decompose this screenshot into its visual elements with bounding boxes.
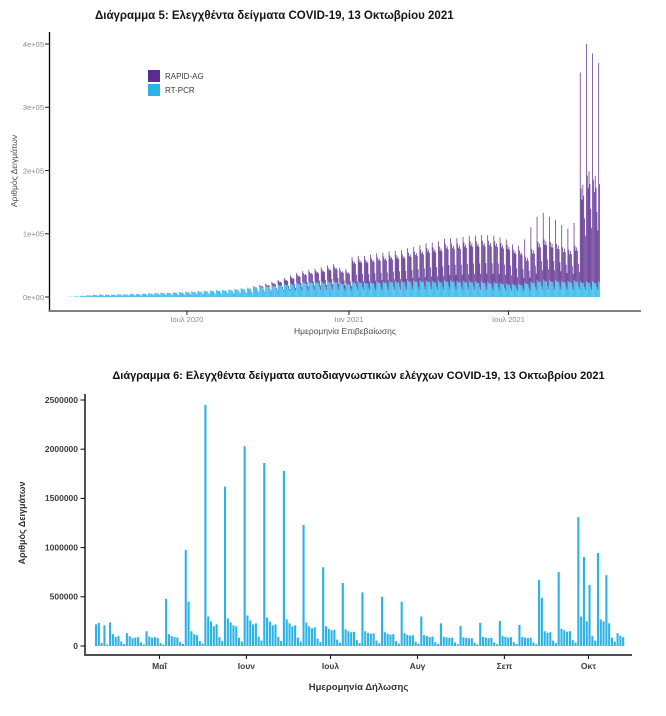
chart5-x-axis-title: Ημερομηνία Επιβεβαίωσης	[294, 326, 396, 336]
legend-label-rt-pcr: RT-PCR	[165, 85, 195, 95]
y-tick-label: 2500000	[44, 394, 78, 405]
x-tick-label: Οκτ	[580, 661, 597, 671]
x-tick-label: Ιαν 2021	[334, 315, 364, 324]
chart6-plot	[0, 350, 666, 716]
x-tick-label: Αυγ	[409, 661, 426, 671]
x-tick-label: Ιουλ 2020	[170, 315, 204, 324]
y-tick-label: 2000000	[44, 444, 78, 454]
y-tick-label: 0	[73, 640, 78, 651]
y-tick-label: 1000000	[44, 542, 78, 553]
y-tick-label: 1500000	[44, 493, 78, 504]
legend-swatch-rt-pcr	[148, 84, 160, 96]
y-tick-label: 500000	[49, 591, 78, 602]
x-tick-label: Ιουλ	[321, 661, 340, 671]
x-tick-label: Μαΐ	[152, 661, 167, 671]
chart5-legend	[148, 69, 204, 97]
x-tick-label: Ιουν	[237, 661, 256, 671]
y-tick-label: 3e+05	[22, 103, 44, 112]
y-tick-label: 4e+05	[22, 39, 44, 49]
chart6-x-axis-title: Ημερομηνία Δήλωσης	[308, 682, 409, 693]
x-tick-label: Σεπ	[496, 661, 513, 671]
legend-item-rt-pcr	[148, 83, 204, 97]
y-tick-label: 0e+00	[22, 292, 44, 302]
y-tick-label: 2e+05	[22, 166, 44, 176]
x-tick-label: Ιουλ 2021	[492, 315, 525, 324]
chart6-title: Διάγραμμα 6: Ελεγχθέντα δείγματα αυτοδιαγνωστικών ελέγχων COVID-19, 13 Οκτωβρίου 2021	[112, 370, 605, 382]
chart5-title: Διάγραμμα 5: Ελεγχθέντα δείγματα COVID-19, 13 Οκτωβρίου 2021	[95, 10, 454, 22]
legend-item-rapid-ag	[148, 69, 204, 83]
chart5-plot	[0, 0, 666, 350]
legend-swatch-rapid-ag	[148, 70, 160, 82]
chart6-y-axis-title: Αριθμός Δειγμάτων	[17, 481, 27, 565]
chart5-y-axis-title: Αριθμός Δειγμάτων	[9, 134, 19, 208]
legend-label-rapid-ag: RAPID-AG	[165, 71, 204, 81]
y-tick-label: 1e+05	[22, 229, 44, 239]
